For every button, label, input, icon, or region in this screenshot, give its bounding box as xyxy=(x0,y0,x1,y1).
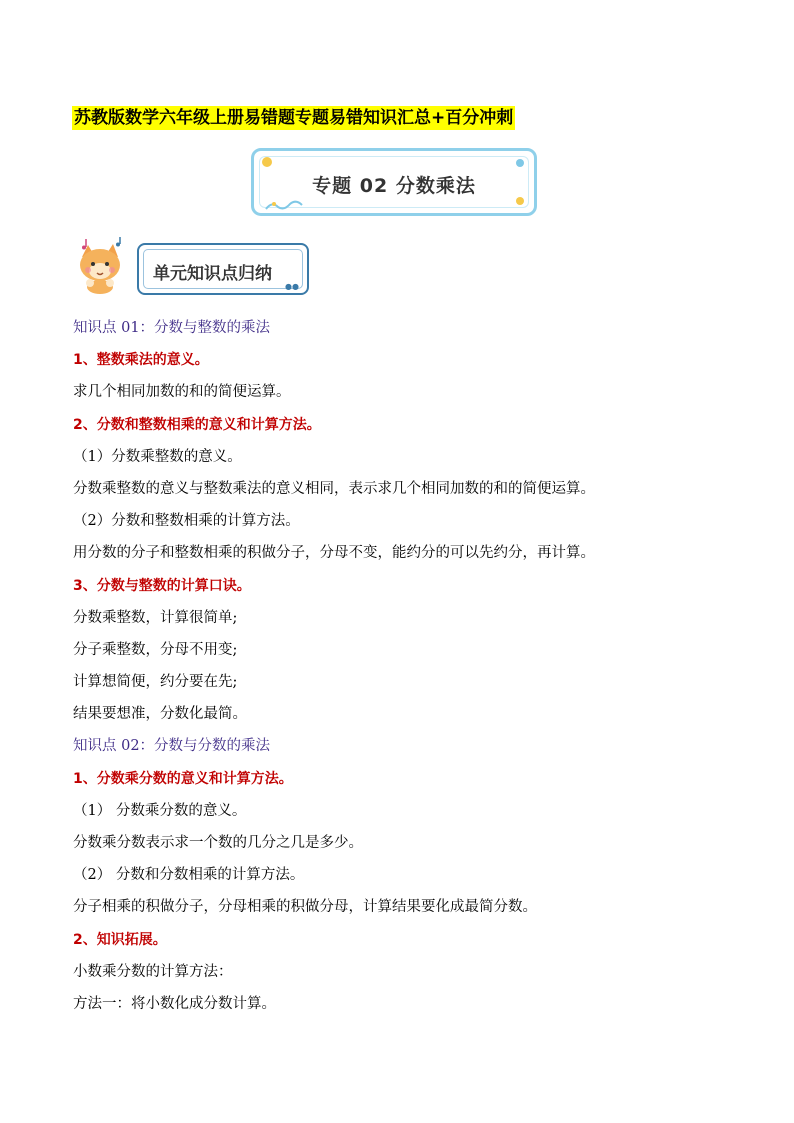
body-text: 计算想简便，约分要在先; xyxy=(73,674,238,691)
knowledge-point-heading: 知识点 01：分数与整数的乘法 xyxy=(73,320,271,336)
decor-dot-icon xyxy=(516,159,524,167)
body-text: 方法一：将小数化成分数计算。 xyxy=(73,995,276,1012)
body-text: 求几个相同加数的和的简便运算。 xyxy=(73,384,291,401)
decor-dot-icon xyxy=(516,197,524,205)
body-text: （1） 分数乘分数的意义。 xyxy=(73,802,247,819)
body-text: 分数乘整数，计算很简单; xyxy=(73,609,238,626)
knowledge-content xyxy=(73,312,753,1020)
body-text: 分数乘分数表示求一个数的几分之几是多少。 xyxy=(73,835,363,851)
subheading: 2、分数和整数相乘的意义和计算方法。 xyxy=(73,416,321,433)
decor-dots-icon: ●● xyxy=(285,282,299,291)
body-text: （2）分数和整数相乘的计算方法。 xyxy=(73,513,300,530)
body-text: （2） 分数和分数相乘的计算方法。 xyxy=(73,867,305,884)
subheading: 1、整数乘法的意义。 xyxy=(73,352,209,369)
body-text: 分子相乘的积做分子，分母相乘的积做分母，计算结果要化成最简分数。 xyxy=(73,899,537,916)
subheading: 3、分数与整数的计算口诀。 xyxy=(73,577,251,594)
section-heading-box xyxy=(137,243,309,295)
section-title: 单元知识点归纳 xyxy=(153,264,272,284)
topic-banner xyxy=(251,148,537,216)
subheading: 1、分数乘分数的意义和计算方法。 xyxy=(73,770,293,787)
knowledge-point-heading: 知识点 02：分数与分数的乘法 xyxy=(73,738,271,755)
body-text: 小数乘分数的计算方法： xyxy=(73,963,233,980)
wave-decoration-icon xyxy=(264,199,304,211)
body-text: 分子乘整数，分母不用变; xyxy=(73,641,238,658)
page-title: 苏教版数学六年级上册易错题专题易错知识汇总+百分冲刺 xyxy=(74,108,514,128)
body-text: （1）分数乘整数的意义。 xyxy=(73,448,242,465)
topic-title: 专题 02 分数乘法 xyxy=(312,175,476,197)
body-text: 结果要想准，分数化最简。 xyxy=(73,706,247,723)
body-text: 用分数的分子和整数相乘的积做分子，分母不变，能约分的可以先约分，再计算。 xyxy=(73,545,595,562)
decor-dot-icon xyxy=(262,157,272,167)
body-text: 分数乘整数的意义与整数乘法的意义相同，表示求几个相同加数的和的简便运算。 xyxy=(73,480,595,497)
cartoon-fox-mascot-icon xyxy=(68,235,132,295)
subheading: 2、知识拓展。 xyxy=(73,931,167,948)
